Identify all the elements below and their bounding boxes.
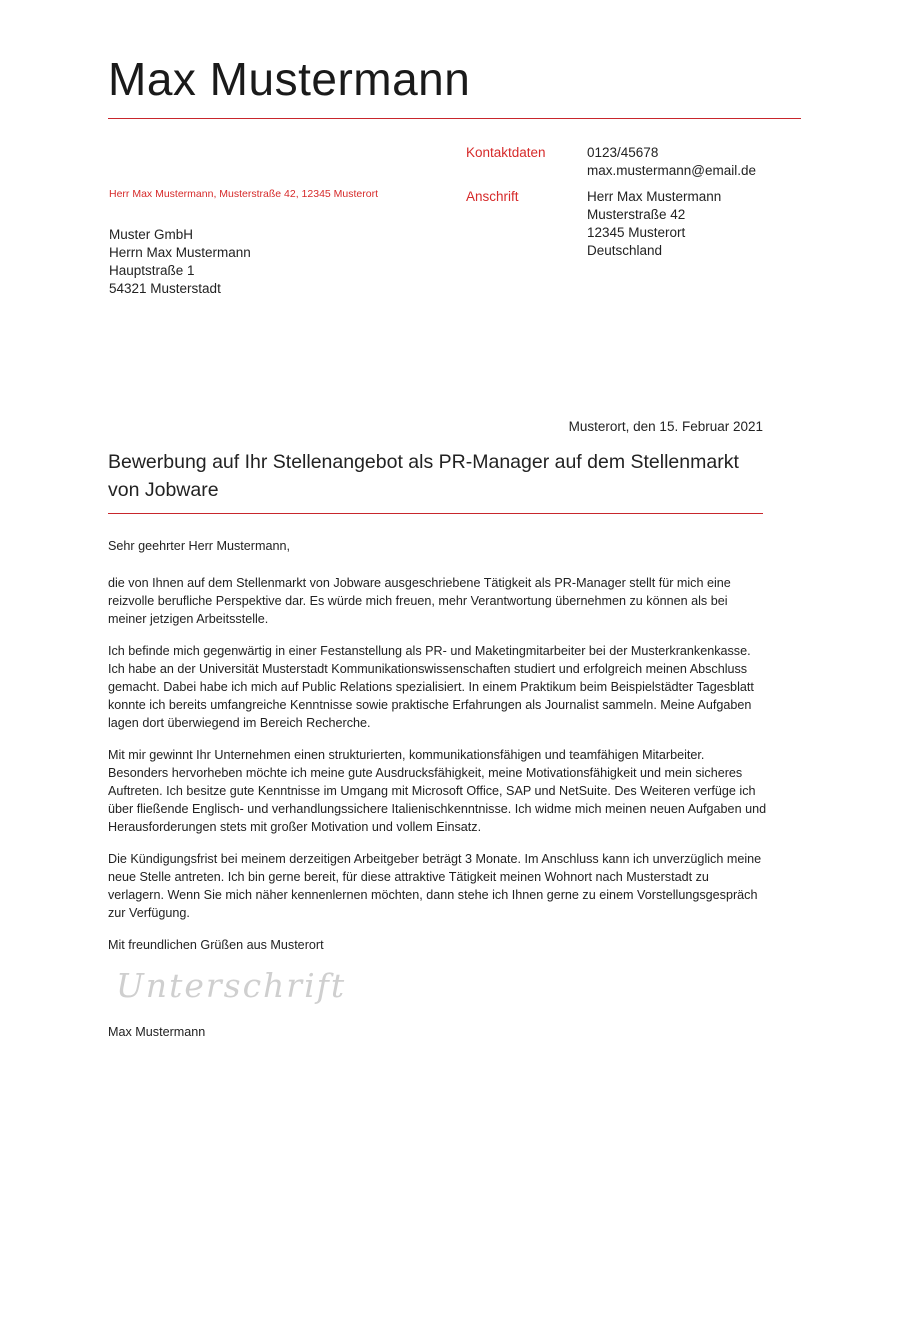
letter-date: Musterort, den 15. Februar 2021 [568,419,763,434]
salutation: Sehr geehrter Herr Mustermann, [108,539,290,553]
address-line: 12345 Musterort [587,225,686,240]
contact-label: Kontaktdaten [466,145,546,160]
recipient-line: Muster GmbH [109,227,194,242]
subject-divider [108,513,763,514]
closing-line: Mit freundlichen Grüßen aus Musterort [108,938,324,952]
address-line: Musterstraße 42 [587,207,686,222]
email-address: max.mustermann@email.de [587,163,757,178]
sender-return-line: Herr Max Mustermann, Musterstraße 42, 12345 Musterort [109,188,379,200]
address-line: Deutschland [587,243,663,258]
signer-name: Max Mustermann [108,1025,206,1039]
body-paragraph: Mit mir gewinnt Ihr Unternehmen einen strukturierten, kommunikationsfähigen und teamfähigen Mitarbeiter. Besonders hervorheben möchte ich meine gute Ausdrucksfähigkeit, meine Motivationsfähigkeit und mein sicheres Auftreten. Ich besitze gute Kenntnisse im Umgang mit Microsoft Office, SAP und NetSuite. Des Weiteren verfüge ich über fließende Englisch- und verhandlungssichere Italienischkenntnisse. Ich widme mich meinen neuen Aufgaben und Herausforderungen stets mit großer Motivation und vollem Einsatz. [108,748,767,834]
recipient-line: 54321 Musterstadt [109,281,221,296]
signature-placeholder: Unterschrift [116,966,347,1005]
body-paragraph: Die Kündigungsfrist bei meinem derzeitigen Arbeitgeber beträgt 3 Monate. Im Anschluss kann ich unverzüglich meine neue Stelle antreten. Ich bin gerne bereit, für diese attraktive Tätigkeit meinen Wohnort nach Musterstadt zu verlagern. Wenn Sie mich näher kennenlernen möchten, dann stehe ich Ihnen gerne zu einem Vorstellungsgespräch zur Verfügung. [108,852,762,920]
body-paragraph: die von Ihnen auf dem Stellenmarkt von Jobware ausgeschriebene Tätigkeit als PR-Manager stellt für mich eine reizvolle berufliche Perspektive dar. Es würde mich freuen, mehr Verantwortung übernehmen zu können als bei meiner jetzigen Arbeitsstelle. [108,576,731,626]
body-paragraph: Ich befinde mich gegenwärtig in einer Festanstellung als PR- und Maketingmitarbeiter bei der Musterkrankenkasse. Ich habe an der Universität Musterstadt Kommunikationswissenschaften studiert und erfolgreich meinen Abschluss gemacht. Dabei habe ich mich auf Public Relations spezialisiert. In einem Praktikum beim Beispielstädter Tagesblatt konnte ich bereits umfangreiche Kenntnisse sowie praktische Erfahrungen als Journalist sammeln. Meine Aufgaben lagen dort überwiegend im Bereich Recherche. [108,644,754,730]
address-label: Anschrift [466,189,519,204]
contact-details [587,144,756,180]
phone-number: 0123/45678 [587,145,659,160]
recipient-line: Hauptstraße 1 [109,263,195,278]
recipient-address [109,226,251,298]
letter-body [108,537,768,968]
applicant-name-heading: Max Mustermann [108,53,471,105]
address-line: Herr Max Mustermann [587,189,722,204]
header-divider [108,118,801,119]
recipient-line: Herrn Max Mustermann [109,245,251,260]
sender-address [587,188,721,260]
letter-subject: Bewerbung auf Ihr Stellenangebot als PR-Manager auf dem Stellenmarkt von Jobware [108,451,739,501]
